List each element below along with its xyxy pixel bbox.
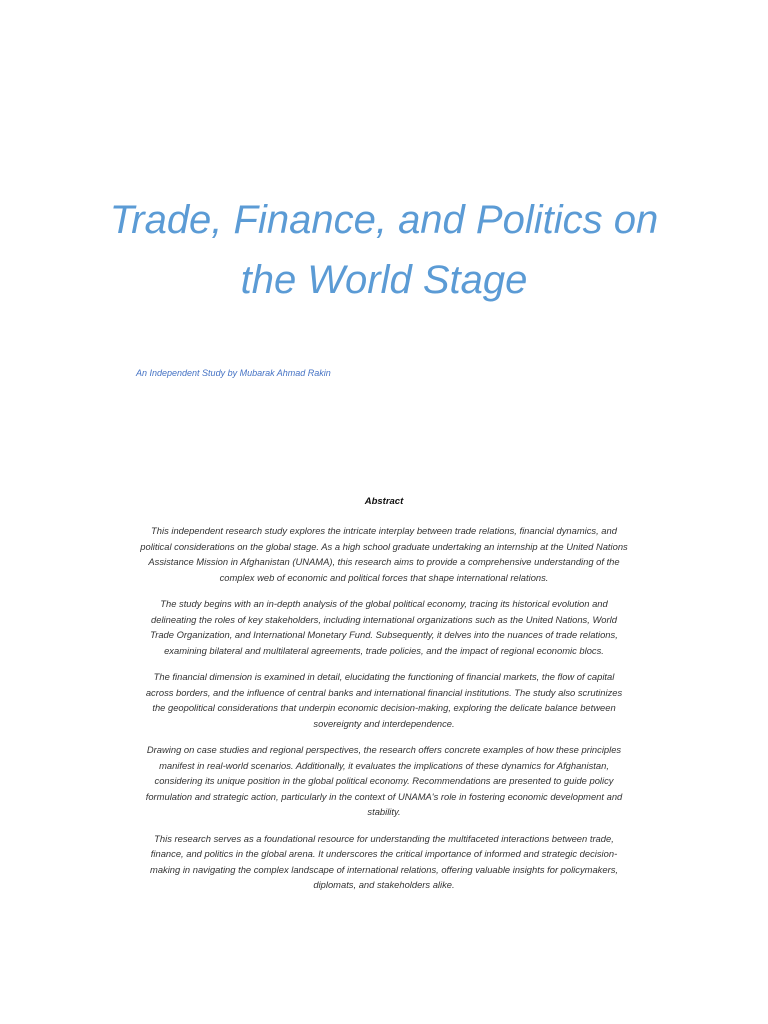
abstract-heading: Abstract [364, 496, 404, 507]
abstract-paragraph-2: The study begins with an in-depth analysis of the global political economy, tracing its historical evolution and delineating the roles of key stakeholders, including international organizations such as the United Nations, World Trade Organization, and International Monetary Fund. Subsequently, it delves into the nuances of trade relations, examining bilateral and multilateral agreements, trade policies, and the impact of regional economic blocs. [150, 598, 618, 656]
abstract-paragraph-5: This research serves as a foundational resource for understanding the multifaceted interactions between trade, finance, and politics in the global arena. It underscores the critical importance of informed and strategic decision-making in navigating the complex landscape of international relations, offering valuable insights for policymakers, diplomats, and stakeholders alike. [150, 832, 618, 890]
document-title-line-2: the World Stage [240, 258, 528, 302]
document-title-line-1: Trade, Finance, and Politics on [109, 198, 659, 242]
author-byline: An Independent Study by Mubarak Ahmad Rakin [136, 368, 331, 378]
abstract-paragraph-3: The financial dimension is examined in detail, elucidating the functioning of financial markets, the flow of capital across borders, and the influence of central banks and international financial institutions. The study also scrutinizes the geopolitical considerations that underpin economic decision-making, exploring the delicate balance between sovereignty and interdependence. [145, 671, 623, 729]
abstract-body [140, 523, 628, 904]
abstract-paragraph-4: Drawing on case studies and regional perspectives, the research offers concrete examples of how these principles manifest in real-world scenarios. Additionally, it evaluates the implications of these dynamics for Afghanistan, considering its unique position in the global political economy. Recommendations are presented to guide policy formulation and strategic action, particularly in the context of UNAMA's role in fostering economic development and stability. [145, 744, 623, 817]
document-title [0, 190, 768, 310]
abstract-paragraph-1: This independent research study explores the intricate interplay between trade relations, financial dynamics, and political considerations on the global stage. As a high school graduate undertaking an internship at the United Nations Assistance Mission in Afghanistan (UNAMA), this research aims to provide a comprehensive understanding of the complex web of economic and political forces that shape international relations. [140, 525, 628, 583]
